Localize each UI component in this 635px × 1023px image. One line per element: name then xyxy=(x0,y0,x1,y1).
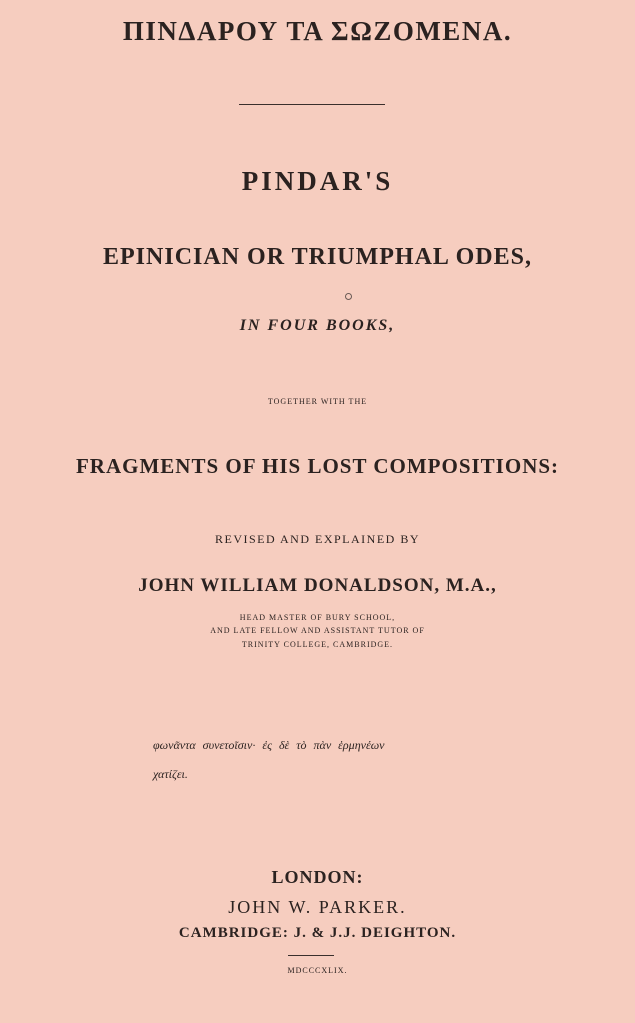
epigraph-line: χατίζει. xyxy=(153,767,188,781)
subtitle: EPINICIAN OR TRIUMPHAL ODES, xyxy=(103,244,532,270)
revised-line: REVISED AND EXPLAINED BY xyxy=(215,532,420,546)
greek-title: ΠΙΝΔΑΡΟΥ ΤΑ ΣΩΖΟΜΕΝΑ. xyxy=(122,16,513,46)
affiliation-line: TRINITY COLLEGE, CAMBRIDGE. xyxy=(241,640,394,649)
imprint-cambridge: CAMBRIDGE: J. & J.J. DEIGHTON. xyxy=(178,925,457,941)
ornament-dot-icon xyxy=(345,293,352,300)
epigraph-line: φωνᾶντα συνετοῖσιν· ἐς δὲ τὸ πὰν ἑρμηνέων xyxy=(153,738,385,752)
author-name: JOHN WILLIAM DONALDSON, M.A., xyxy=(138,575,497,596)
imprint-year: MDCCCXLIX. xyxy=(287,966,348,975)
books-line: IN FOUR BOOKS, xyxy=(239,317,396,334)
top-rule xyxy=(239,104,385,105)
imprint-city: LONDON: xyxy=(271,867,364,887)
affiliation-line: AND LATE FELLOW AND ASSISTANT TUTOR OF xyxy=(210,626,425,635)
together-line: TOGETHER WITH THE xyxy=(267,397,368,406)
imprint-publisher: JOHN W. PARKER. xyxy=(228,897,407,917)
fragments-line: FRAGMENTS OF HIS LOST COMPOSITIONS: xyxy=(75,454,560,478)
main-title: PINDAR'S xyxy=(241,166,394,196)
affiliation-line: HEAD MASTER OF BURY SCHOOL, xyxy=(239,613,396,622)
bottom-rule xyxy=(288,955,334,956)
